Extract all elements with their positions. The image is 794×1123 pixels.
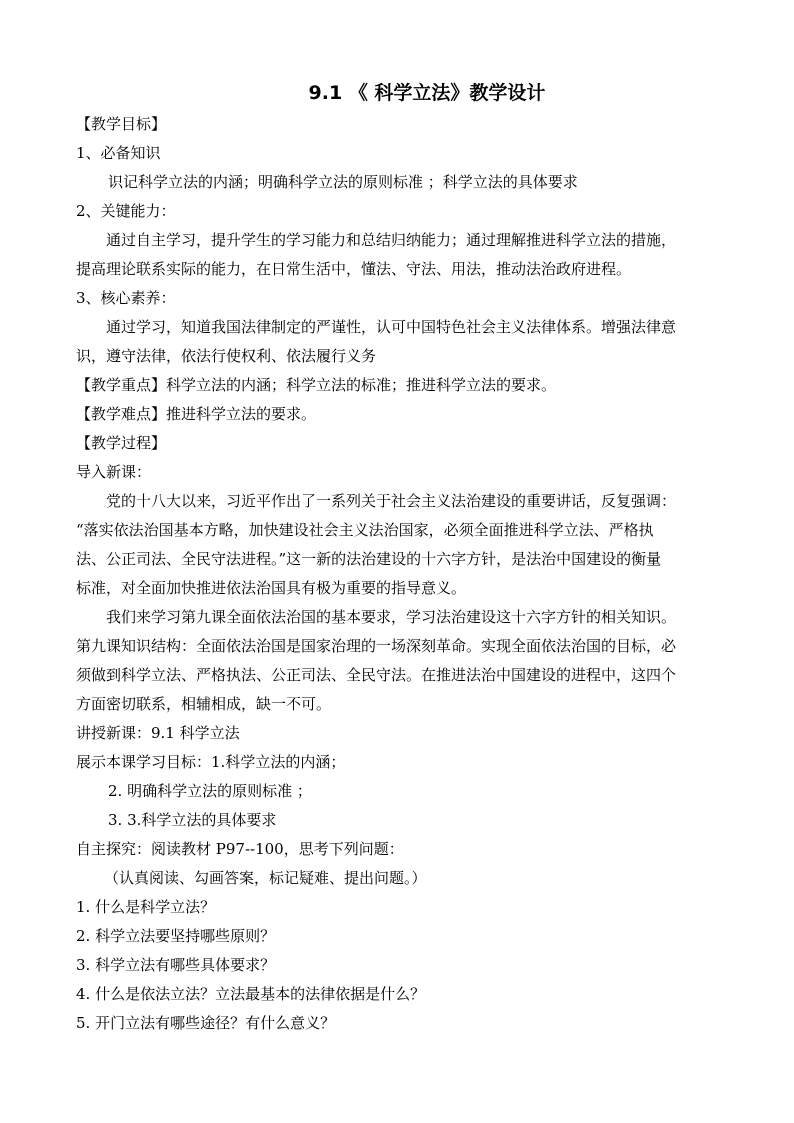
self-study-instructions: （认真阅读、勾画答案，标记疑难、提出问题。） <box>104 869 427 887</box>
question-item-3: 3. 科学立法有哪些具体要求？ <box>76 956 276 974</box>
paragraph-intro-line4: 标准，对全面加快推进依法治国具有极为重要的指导意义。 <box>76 579 467 597</box>
section-heading-process: 【教学过程】 <box>76 434 167 452</box>
question-item-2: 2. 科学立法要坚持哪些原则？ <box>76 927 276 945</box>
paragraph-literacy-line1: 通过学习，知道我国法律制定的严谨性，认可中国特色社会主义法律体系。增强法律意 <box>106 318 677 336</box>
paragraph-lesson-line4: 方面密切联系，相辅相成，缺一不可。 <box>76 695 332 713</box>
paragraph-intro-line3: 法、公正司法、全民守法进程。”这一新的法治建设的十六字方针，是法治中国建设的衡量 <box>76 550 662 568</box>
page-title: 9.1 《 科学立法》教学设计 <box>308 82 546 104</box>
question-item-1: 1. 什么是科学立法？ <box>76 898 216 916</box>
paragraph-difficult-points: 【教学难点】推进科学立法的要求。 <box>76 405 317 423</box>
paragraph-literacy-line2: 识，遵守法律，依法行使权利、依法履行义务 <box>76 347 377 365</box>
paragraph-lesson-line2: 第九课知识结构：全面依法治国是国家治理的一场深刻革命。实现全面依法治国的目标，必 <box>76 637 677 655</box>
paragraph-key-points: 【教学重点】科学立法的内涵；科学立法的标准；推进科学立法的要求。 <box>76 376 557 394</box>
objectives-item-1: 展示本课学习目标：1.科学立法的内涵； <box>76 753 346 771</box>
subheading-self-study: 自主探究：阅读教材 P97--100，思考下列问题： <box>76 840 404 858</box>
question-item-4: 4. 什么是依法立法？立法最基本的法律依据是什么？ <box>76 985 426 1003</box>
question-item-5: 5. 开门立法有哪些途径？有什么意义？ <box>76 1014 336 1032</box>
paragraph-intro-line1: 党的十八大以来，习近平作出了一系列关于社会主义法治建设的重要讲话，反复强调： <box>106 492 677 510</box>
section-heading-objectives: 【教学目标】 <box>76 115 167 133</box>
paragraph-knowledge: 识记科学立法的内涵；明确科学立法的原则标准 ；科学立法的具体要求 <box>108 173 578 191</box>
subheading-intro: 导入新课： <box>76 463 152 481</box>
objectives-item-3: 3. 3.科学立法的具体要求 <box>108 811 277 829</box>
objectives-item-2: 2. 明确科学立法的原则标准 ； <box>108 782 312 800</box>
paragraph-ability-line1: 通过自主学习，提升学生的学习能力和总结归纳能力；通过理解推进科学立法的措施， <box>106 231 677 249</box>
subheading-literacy: 3、核心素养： <box>76 289 176 307</box>
subheading-ability: 2、关键能力： <box>76 202 176 220</box>
subheading-knowledge: 1、必备知识 <box>76 144 161 162</box>
paragraph-lesson-line1: 我们来学习第九课全面依法治国的基本要求，学习法治建设这十六字方针的相关知识。 <box>106 608 677 626</box>
paragraph-lesson-line3: 须做到科学立法、严格执法、公正司法、全民守法。在推进法治中国建设的进程中，这四个 <box>76 666 677 684</box>
paragraph-intro-line2: “落实依法治国基本方略，加快建设社会主义法治国家，必须全面推进科学立法、严格执 <box>76 521 654 539</box>
subheading-new-lesson: 讲授新课：9.1 科学立法 <box>76 724 240 742</box>
paragraph-ability-line2: 提高理论联系实际的能力，在日常生活中，懂法、守法、用法，推动法治政府进程。 <box>76 260 632 278</box>
